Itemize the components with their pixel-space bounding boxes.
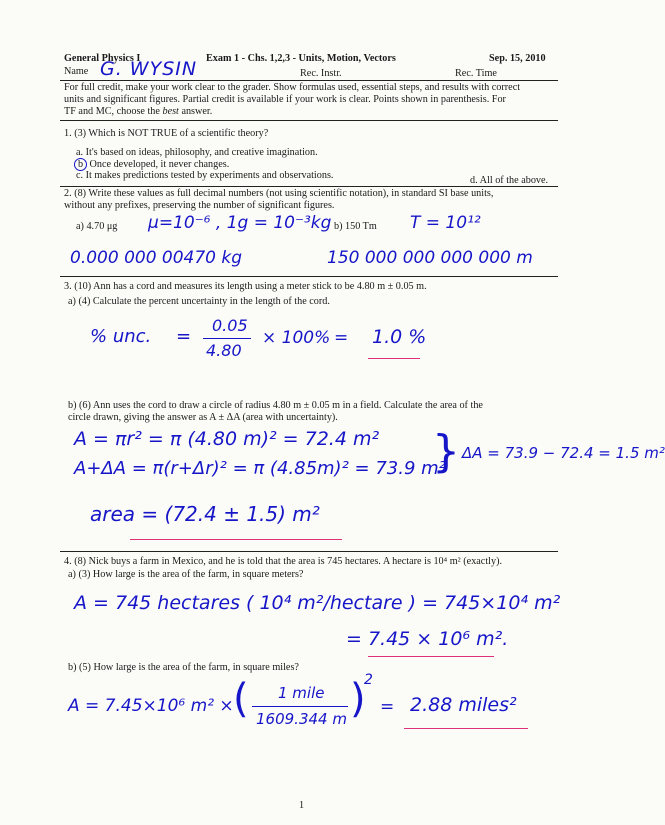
q4b-numerator: 1 mile xyxy=(278,684,325,702)
q2-part-a-answer: 0.000 000 00470 kg xyxy=(70,248,243,268)
q4b-right-paren: ) xyxy=(350,676,366,722)
q3-part-b-1: b) (6) Ann uses the cord to draw a circle of radius 4.80 m ± 0.05 m in a field. Calculate the area of the xyxy=(68,400,483,411)
student-name: G. WYSIN xyxy=(100,58,198,80)
q2-part-b-work: T = 10¹² xyxy=(410,213,481,233)
exam-date: Sep. 15, 2010 xyxy=(489,53,546,64)
exam-title: Exam 1 - Chs. 1,2,3 - Units, Motion, Vectors xyxy=(206,53,396,64)
q3a-result: 1.0 % xyxy=(372,326,427,348)
q3b-result-underline xyxy=(130,539,342,540)
q2-part-a-label: a) 4.70 μg xyxy=(76,221,118,232)
q4b-left-paren: ( xyxy=(233,676,249,722)
q1-option-b: b Once developed, it never changes. xyxy=(74,158,229,171)
q3-part-a: a) (4) Calculate the percent uncertainty in the length of the cord. xyxy=(68,296,330,307)
q4b-fraction-bar xyxy=(252,706,348,707)
q3a-times: × 100% xyxy=(262,328,331,348)
q2-part-a-work: μ=10⁻⁶ , 1g = 10⁻³kg xyxy=(148,213,332,233)
course-title: General Physics I xyxy=(64,53,141,64)
instructions-line-3: TF and MC, choose the best answer. xyxy=(64,106,213,117)
q2-part-b-label: b) 150 Tm xyxy=(334,221,377,232)
instructions-line-1: For full credit, make your work clear to the grader. Show formulas used, essential steps, and results with correct xyxy=(64,82,521,93)
q4b-exponent: 2 xyxy=(364,672,373,688)
q4a-line-2: = 7.45 × 10⁶ m². xyxy=(346,628,509,650)
q4b-lhs: A = 7.45×10⁶ m² × xyxy=(68,696,234,716)
q1-prompt: 1. (3) Which is NOT TRUE of a scientific theory? xyxy=(64,128,269,139)
q1-option-c: c. It makes predictions tested by experiments and observations. xyxy=(76,170,334,181)
q1-selected-circle: b xyxy=(74,158,87,171)
q4b-result-underline xyxy=(404,728,528,729)
q4b-denominator: 1609.344 m xyxy=(256,710,347,728)
instructions-rule xyxy=(60,120,558,121)
q4-part-b: b) (5) How large is the area of the farm, in square miles? xyxy=(68,662,299,673)
q4b-eq: = xyxy=(380,697,395,717)
q3b-line-1: A = πr² = π (4.80 m)² = 72.4 m² xyxy=(74,428,380,450)
q3a-result-underline xyxy=(368,358,420,359)
q3a-eq2: = xyxy=(334,328,349,348)
rec-time-label: Rec. Time xyxy=(455,68,497,79)
q4-prompt: 4. (8) Nick buys a farm in Mexico, and he is told that the area is 745 hectares. A hectare is 10⁴ m² (exactly). xyxy=(64,556,503,567)
q3a-numerator: 0.05 xyxy=(212,316,248,335)
rec-instr-label: Rec. Instr. xyxy=(300,68,342,79)
instructions-line-2: units and significant figures. Partial credit is available if your work is clear. Points shown in parenthesis. For xyxy=(64,94,506,105)
q3b-brace: } xyxy=(432,426,460,477)
q3b-result: area = (72.4 ± 1.5) m² xyxy=(90,502,320,526)
q3a-denominator: 4.80 xyxy=(206,341,242,360)
q4b-result: 2.88 miles² xyxy=(410,694,517,716)
q3b-line-2: A+ΔA = π(r+Δr)² = π (4.85m)² = 73.9 m² xyxy=(74,458,446,479)
q1-rule xyxy=(60,186,558,187)
q3-prompt: 3. (10) Ann has a cord and measures its length using a meter stick to be 4.80 m ± 0.05 m. xyxy=(64,281,427,292)
name-label: Name xyxy=(64,66,89,77)
q4a-result-underline xyxy=(368,656,494,657)
q2-prompt-2: without any prefixes, preserving the number of significant figures. xyxy=(64,200,335,211)
q2-part-b-answer: 150 000 000 000 000 m xyxy=(327,248,533,268)
q2-rule xyxy=(60,276,558,277)
q1-option-d: d. All of the above. xyxy=(470,175,549,186)
q3a-eq: = xyxy=(176,326,192,347)
q3-part-b-2: circle drawn, giving the answer as A ± ΔA (area with uncertainty). xyxy=(68,412,338,423)
q4-part-a: a) (3) How large is the area of the farm, in square meters? xyxy=(68,569,304,580)
q4a-line-1: A = 745 hectares ( 10⁴ m²/hectare ) = 745×10⁴ m² xyxy=(74,592,561,614)
q3b-delta: ΔA = 73.9 − 72.4 = 1.5 m² xyxy=(462,444,665,462)
q3a-fraction-bar xyxy=(203,338,251,339)
header-rule xyxy=(60,80,558,81)
q1-option-a: a. It's based on ideas, philosophy, and creative imagination. xyxy=(76,147,318,158)
page-number: 1 xyxy=(299,800,305,811)
q3-rule xyxy=(60,551,558,552)
q2-prompt-1: 2. (8) Write these values as full decimal numbers (not using scientific notation), in standard SI base units, xyxy=(64,188,494,199)
q3a-lhs: % unc. xyxy=(90,326,152,347)
